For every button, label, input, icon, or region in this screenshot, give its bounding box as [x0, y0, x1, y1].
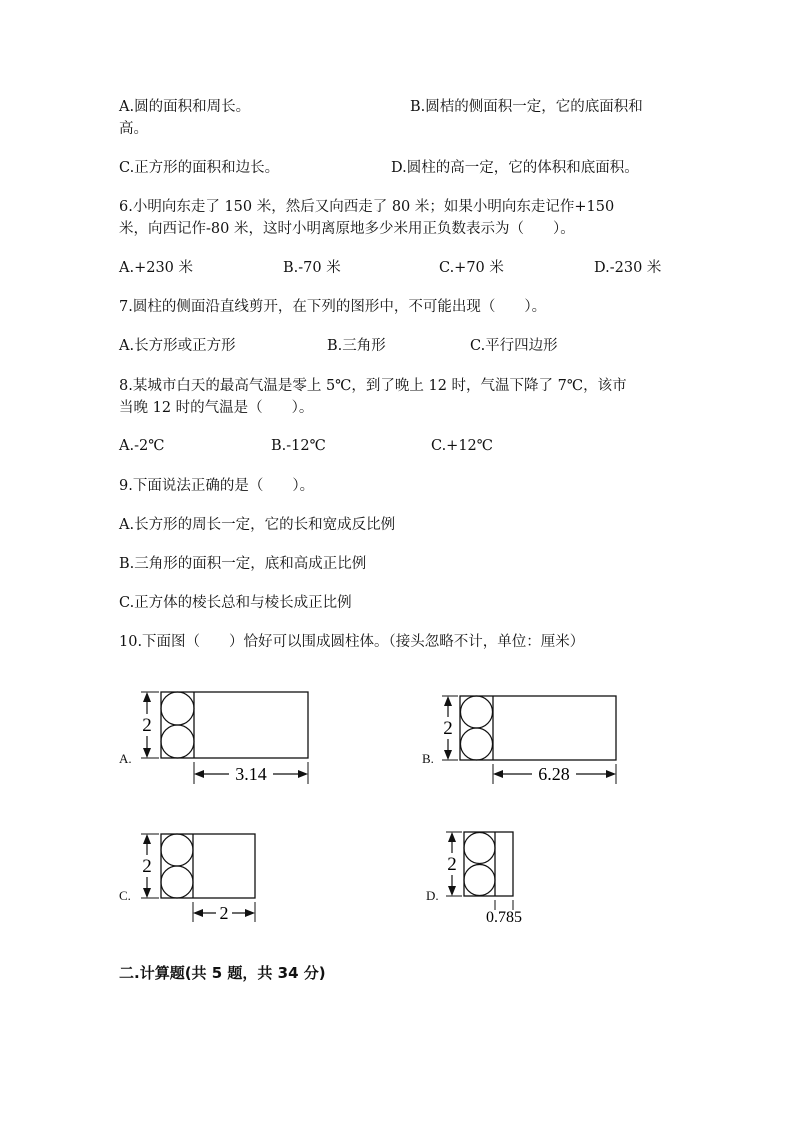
q6-stem-line1: 6.小明向东走了 150 米，然后又向西走了 80 米；如果小明向东走记作+150 — [119, 199, 615, 215]
q8-option-a: A.-2℃ — [119, 438, 165, 454]
q8-stem-line1: 8.某城市白天的最高气温是零上 5℃，到了晚上 12 时，气温下降了 7℃，该市 — [119, 378, 627, 394]
q8-option-c: C.+12℃ — [431, 438, 494, 454]
q10-stem: 10.下面图（ ）恰好可以围成圆柱体。（接头忽略不计，单位：厘米） — [119, 634, 585, 650]
q8-stem-line2: 当晚 12 时的气温是（ ）。 — [119, 400, 314, 416]
figure-d-width: 0.785 — [486, 909, 522, 926]
figure-a-height: 2 — [142, 715, 152, 736]
figure-a — [135, 684, 325, 798]
section-heading: 二.计算题(共 5 题，共 34 分) — [119, 964, 326, 982]
figure-b-width: 6.28 — [538, 764, 570, 784]
figure-c-label: C. — [119, 888, 131, 903]
q5-option-c: C.正方形的面积和边长。 — [119, 160, 280, 176]
figure-a-label: A. — [119, 751, 132, 766]
figure-b — [436, 688, 626, 792]
figure-b-label: B. — [422, 751, 434, 766]
q5-option-b-cont: 高。 — [119, 121, 148, 137]
figure-d-label: D. — [426, 888, 439, 903]
q6-option-c: C.+70 米 — [439, 260, 504, 276]
figure-a-width: 3.14 — [235, 764, 267, 784]
q9-stem: 9.下面说法正确的是（ ）。 — [119, 478, 315, 494]
q7-option-b: B.三角形 — [327, 338, 386, 354]
q6-option-a: A.+230 米 — [119, 260, 194, 276]
q9-option-c: C.正方体的棱长总和与棱长成正比例 — [119, 595, 352, 611]
q6-option-d: D.-230 米 — [594, 260, 662, 276]
q5-option-b: B.圆桔的侧面积一定，它的底面积和 — [410, 99, 643, 115]
q8-option-b: B.-12℃ — [271, 438, 326, 454]
q9-option-a: A.长方形的周长一定，它的长和宽成反比例 — [119, 517, 396, 533]
q6-stem-line2: 米，向西记作-80 米，这时小明离原地多少米用正负数表示为（ ）。 — [119, 221, 575, 237]
figure-c-height: 2 — [142, 856, 152, 877]
figure-d-height: 2 — [447, 854, 457, 875]
figure-c — [135, 826, 265, 930]
q5-option-a: A.圆的面积和周长。 — [119, 99, 251, 115]
q7-stem: 7.圆柱的侧面沿直线剪开，在下列的图形中，不可能出现（ ）。 — [119, 299, 547, 315]
figure-b-height: 2 — [443, 718, 453, 739]
q7-option-c: C.平行四边形 — [470, 338, 558, 354]
q5-option-d: D.圆柱的高一定，它的体积和底面积。 — [391, 160, 639, 176]
q6-option-b: B.-70 米 — [283, 260, 341, 276]
q7-option-a: A.长方形或正方形 — [119, 338, 236, 354]
figure-c-width: 2 — [219, 903, 229, 923]
figure-d — [442, 824, 542, 932]
q9-option-b: B.三角形的面积一定，底和高成正比例 — [119, 556, 367, 572]
